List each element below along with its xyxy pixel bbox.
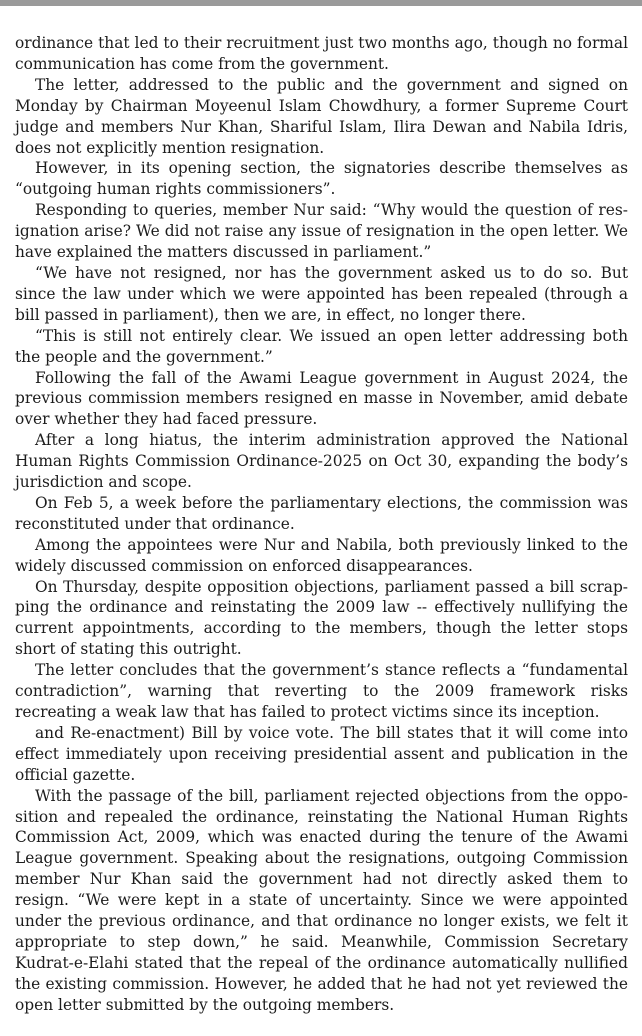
paragraph-1: ordinance that led to their recruitment just two months ago, though no formal communication has come from the government.	[15, 34, 628, 73]
top-divider	[0, 0, 642, 6]
paragraph-2: The letter, addressed to the public and the government and signed on Monday by Chairman Moyeenul Islam Chowdhury, a former Supreme Court judge and members Nur Khan, Shariful Islam, Ilira Dewan and Nabila Idris, does not explicitly mention resignation.	[15, 75, 628, 157]
paragraph-10: Among the appointees were Nur and Nabila, both previously linked to the widely discussed commission on enforced disappearances.	[15, 535, 628, 575]
paragraph-14: With the passage of the bill, parliament rejected objections from the opposition and repealed the ordinance, reinstating the National Human Rights Commission Act, 2009, which was enacted during the tenure of the Awami League government. Speaking about the resignations, outgoing Commission member Nur Khan said the government had not directly asked them to resign. “We were kept in a state of uncertainty. Since we were appointed under the previous ordinance, and that ordinance no longer exists, we felt it appropriate to step down,” he said. Meanwhile, Commission Secretary Kudrat-e-Elahi stated that the repeal of the ordinance automatically nullified the existing commission. However, he added that he had not yet reviewed the open letter submitted by the outgoing members.	[15, 786, 628, 1014]
paragraph-11: On Thursday, despite opposition objections, parliament passed a bill scrapping the ordinance and reinstating the 2009 law -- effectively nullifying the current appointments, according to the members, though the letter stops short of stating this outright.	[15, 577, 628, 659]
paragraph-8: After a long hiatus, the interim administration approved the National Human Rights Commission Ordinance-2025 on Oct 30, expanding the body’s jurisdiction and scope.	[15, 431, 628, 492]
paragraph-4: Responding to queries, member Nur said: “Why would the question of resignation arise? We did not raise any issue of resignation in the open letter. We have explained the matters discussed in parliament.”	[15, 201, 628, 262]
paragraph-9: On Feb 5, a week before the parliamentary elections, the commission was reconstituted under that ordinance.	[15, 493, 628, 533]
paragraph-13: and Re-enactment) Bill by voice vote. The bill states that it will come into effect immediately upon receiving presidential assent and publication in the official gazette.	[15, 723, 628, 784]
paragraph-12: The letter concludes that the government’s stance reflects a “fundamental contradiction”, warning that reverting to the 2009 framework risks recreating a weak law that has failed to protect victims since its inception.	[15, 661, 628, 721]
paragraph-6: “This is still not entirely clear. We issued an open letter addressing both the people and the government.”	[15, 326, 628, 366]
article-body	[15, 33, 628, 1016]
paragraph-5: “We have not resigned, nor has the government asked us to do so. But since the law under which we were appointed has been repealed (through a bill passed in parliament), then we are, in effect, no longer there.	[15, 263, 628, 324]
paragraph-3: However, in its opening section, the signatories describe themselves as “outgoing human rights commissioners”.	[15, 159, 628, 199]
paragraph-7: Following the fall of the Awami League government in August 2024, the previous commission members resigned en masse in November, amid debate over whether they had faced pressure.	[15, 368, 628, 429]
